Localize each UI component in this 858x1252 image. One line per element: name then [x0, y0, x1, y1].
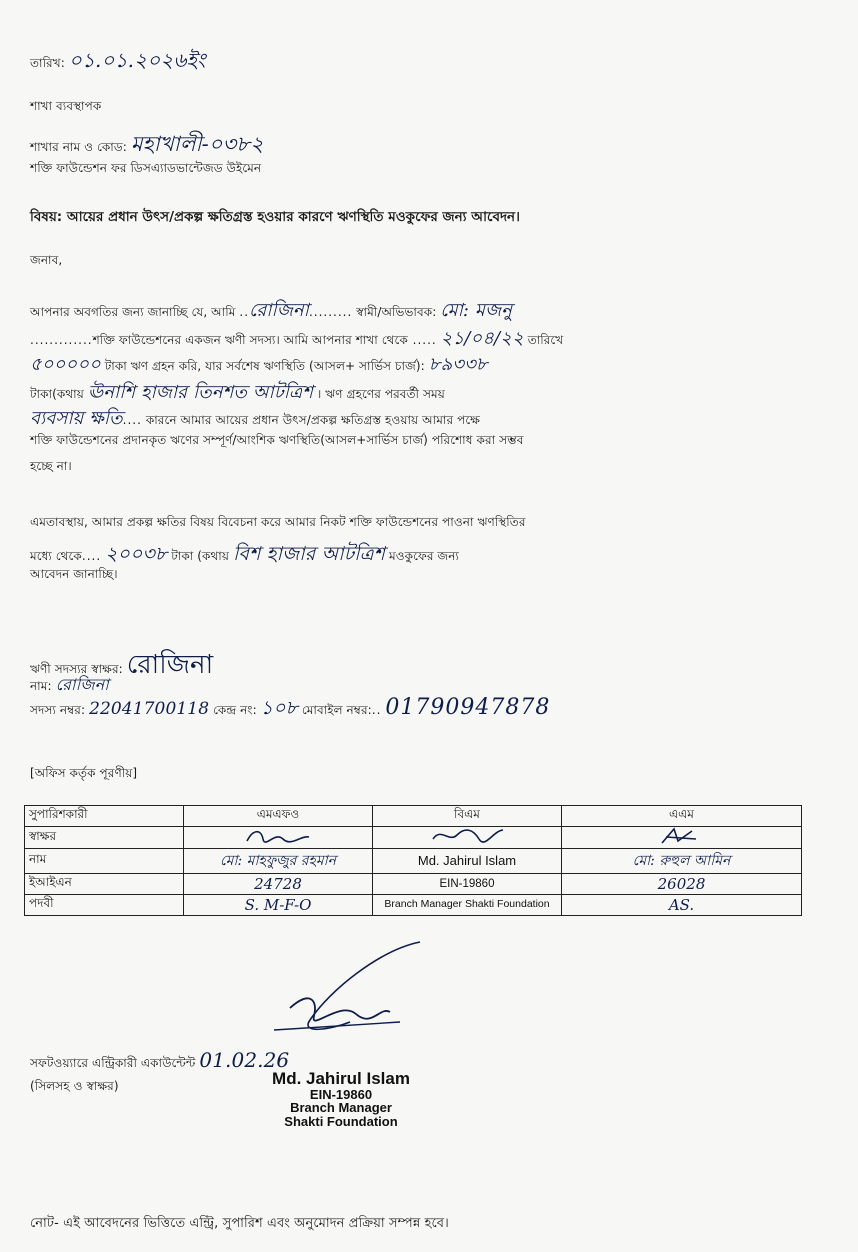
member-no-label: সদস্য নম্বর:: [30, 703, 86, 717]
loan-balance: ৮৯৩৩৮: [428, 354, 488, 375]
loan-date: ২১/০৪/২২: [440, 328, 524, 349]
para2-line2: মধ্যে থেকে.... ২০০৩৮ টাকা (কথায় বিশ হাজার আটত্রিশ মওকুফের জন্য: [30, 543, 460, 565]
office-section-label: [অফিস কর্তৃক পূরণীয়]: [30, 766, 138, 780]
mfo-signature-mark: [243, 827, 313, 845]
para1-text: কারনে আমার আয়ের প্রধান উৎস/প্রকল্প ক্ষতিগ্রস্ত হওয়ায় আমার পক্ষে: [145, 413, 480, 427]
para1-text: টাকা ঋণ গ্রহন করি, যার সর্বশেষ ঋণস্থিতি (আসল+ সার্ভিস চার্জ):: [104, 359, 425, 373]
bm-stamp-title-org: [373, 895, 562, 916]
guardian-name: মো: মজনু: [440, 300, 513, 321]
bm-signature: [373, 827, 562, 849]
date-line: [30, 46, 206, 79]
para1-line7: হচ্ছে না।: [30, 459, 72, 473]
waiver-amount: ২০০৩৮: [105, 543, 168, 565]
row-label-designation: পদবী: [25, 895, 184, 916]
am-ein: 26028: [562, 874, 802, 895]
center-no: ১০৮: [260, 697, 298, 719]
applicant-name: রোজিনা: [249, 300, 309, 321]
row-label-signature: স্বাক্ষর: [25, 827, 184, 849]
mfo-designation: S. M-F-O: [184, 895, 373, 916]
salutation: জনাব,: [30, 253, 63, 267]
date-value: ০১.০১.২০২৬ইং: [68, 48, 206, 72]
para2-text: টাকা (কথায়: [171, 549, 230, 563]
entry-stamp-name: Md. Jahirul Islam: [272, 1069, 410, 1088]
branch-label: শাখার নাম ও কোড:: [30, 140, 127, 154]
para1-text: শক্তি ফাউন্ডেশনের একজন ঋণী সদস্য। আমি আপনার শাখা থেকে: [92, 333, 408, 347]
mfo-signature: [184, 827, 373, 849]
para2-text: মওকুফের জন্য: [388, 549, 460, 563]
entry-stamp-title: Branch Manager: [290, 1100, 392, 1116]
table-row: [25, 849, 802, 874]
bm-stamp-name: Md. Jahirul Islam: [373, 849, 562, 874]
footnote: নোট- এই আবেদনের ভিত্তিতে এন্ট্রি, সুপারিশ এবং অনুমোদন প্রক্রিয়া সম্পন্ন হবে।: [30, 1216, 449, 1231]
table-row: [25, 895, 802, 916]
addressee-title: শাখা ব্যবস্থাপক: [30, 99, 102, 113]
table-header-row: [25, 806, 802, 827]
row-label-ein: ইআইএন: [25, 874, 184, 895]
center-label: কেন্দ্র নং:: [213, 703, 257, 717]
row-label-name: নাম: [25, 849, 184, 874]
member-signature: রোজিনা: [126, 650, 214, 680]
entry-stamp-org: Shakti Foundation: [284, 1114, 398, 1130]
mfo-ein: 24728: [184, 874, 373, 895]
subject-line: বিষয়: আয়ের প্রধান উৎস/প্রকল্প ক্ষতিগ্রস্ত হওয়ার কারণে ঋণস্থিতি মওকুফের জন্য আবেদন।: [30, 209, 520, 225]
table-row: [25, 827, 802, 849]
para1-text: তারিখে: [527, 333, 564, 347]
table-header-bm: বিএম: [373, 806, 562, 827]
para1-line2: .............শক্তি ফাউন্ডেশনের একজন ঋণী সদস্য। আমি আপনার শাখা থেকে ..... ২১/০৪/২২ তারিখে: [30, 328, 564, 349]
para2-line1: এমতাবস্থায়, আমার প্রকল্প ক্ষতির বিষয় বিবেচনা করে আমার নিকট শক্তি ফাউন্ডেশনের পাওনা ঋণস্থিতির: [30, 515, 526, 529]
entry-stamp-ein: EIN-19860: [309, 1086, 373, 1102]
table-row: [25, 874, 802, 895]
member-no: 22041700118: [89, 699, 210, 719]
bm-stamp-title: Branch Manager: [384, 898, 463, 911]
table-header-recommender: সুপারিশকারী: [25, 806, 184, 827]
member-name-label: নাম:: [30, 679, 52, 693]
accountant-signature-mark: [270, 930, 450, 1040]
bm-stamp-org: Shakti Foundation: [464, 898, 550, 911]
entry-label: সফটওয়্যারে এন্ট্রিকারী একাউন্টেন্ট: [30, 1056, 196, 1070]
branch-line: [30, 128, 264, 163]
member-sign-label: ঋণী সদস্যর স্বাক্ষর:: [30, 662, 123, 676]
am-designation: AS.: [562, 895, 802, 916]
guardian-label: স্বামী/অভিভাবক:: [356, 305, 437, 319]
entry-stamp: [236, 1070, 446, 1129]
table-header-mfo: এমএফও: [184, 806, 373, 827]
mobile-label: মোবাইল নম্বর:: [301, 703, 372, 717]
para1-text: টাকা(কথায়: [30, 387, 84, 401]
para1-line6: শক্তি ফাউন্ডেশনের প্রদানকৃত ঋণের সম্পূর্ণ/আংশিক ঋণস্থিতি(আসল+সার্ভিস চার্জ) পরিশোধ করা সম্ভব: [30, 433, 524, 447]
para1-line5: ব্যবসায় ক্ষতি.... কারনে আমার আয়ের প্রধান উৎস/প্রকল্প ক্ষতিগ্রস্ত হওয়ায় আমার পক্ষে: [30, 408, 480, 429]
org-name: শক্তি ফাউন্ডেশন ফর ডিসএ্যাডভান্টেজড উইমেন: [30, 161, 262, 175]
mfo-name: মো: মাহফুজুর রহমান: [184, 849, 373, 874]
bm-stamp-ein: EIN-19860: [373, 874, 562, 895]
balance-in-words: ঊনাশি হাজার তিনশত আটত্রিশ: [87, 382, 314, 403]
bm-signature-mark: [427, 827, 507, 845]
am-signature: [562, 827, 802, 849]
am-name: মো: রুহুল আমিন: [562, 849, 802, 874]
entry-date: 01.02.26: [199, 1048, 290, 1072]
branch-value: মহাখালী-০৩৮২: [130, 132, 264, 156]
para1-text: আপনার অবগতির জন্য জানাচ্ছি যে, আমি: [30, 305, 236, 319]
table-header-am: এএম: [562, 806, 802, 827]
para2-text: মধ্যে থেকে: [30, 549, 82, 563]
member-name: রোজিনা: [55, 675, 109, 694]
loan-amount: ৫০০০০০: [30, 354, 101, 375]
mobile-no: 01790947878: [385, 695, 551, 720]
para1-text: । ঋণ গ্রহণের পরবর্তী সময়: [316, 387, 445, 401]
entry-line2: (সিলসহ ও স্বাক্ষর): [30, 1079, 119, 1093]
date-label: তারিখ:: [30, 56, 65, 70]
office-approval-table: [24, 805, 802, 916]
para1-line1: আপনার অবগতির জন্য জানাচ্ছি যে, আমি ..রোজিনা......... স্বামী/অভিভাবক: মো: মজনু: [30, 300, 513, 321]
para2-line3: আবেদন জানাচ্ছি।: [30, 567, 118, 581]
para1-line3: [30, 350, 488, 381]
loss-reason: ব্যবসায় ক্ষতি: [30, 408, 123, 429]
waiver-in-words: বিশ হাজার আটত্রিশ: [232, 543, 386, 565]
am-signature-mark: [652, 827, 712, 845]
member-numbers-line: সদস্য নম্বর: 22041700118 কেন্দ্র নং: ১০৮ মোবাইল নম্বর:.. 01790947878: [30, 695, 551, 720]
